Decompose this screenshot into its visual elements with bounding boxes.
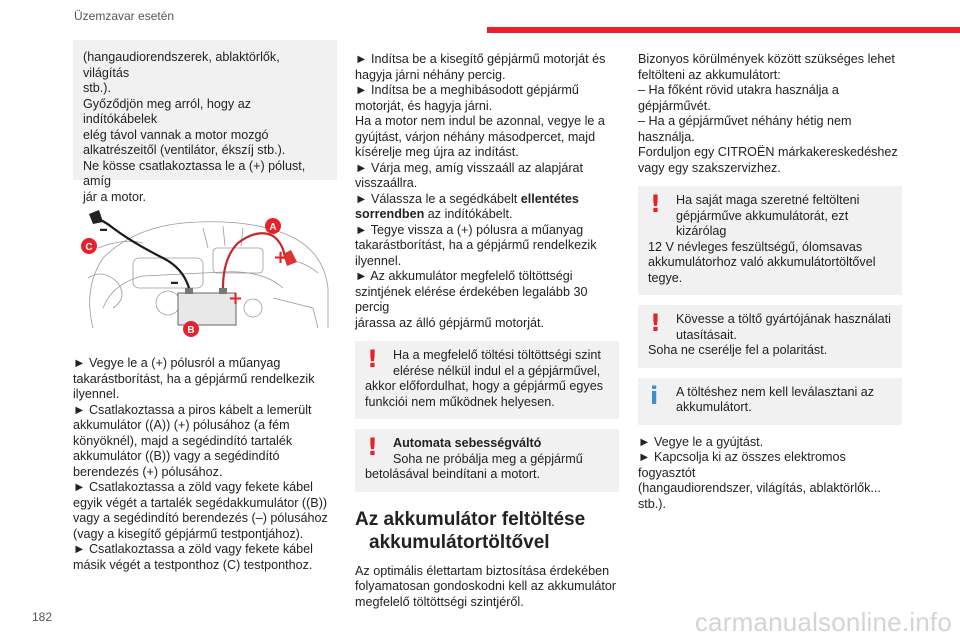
- bold-text: ellentétes: [520, 191, 579, 206]
- info-first-line: A töltéshez nem kell leválasztani az: [676, 384, 875, 399]
- warning-first-line: Ha saját maga szeretné feltölteni: [676, 193, 860, 207]
- info-box: [638, 378, 902, 425]
- text-line: egyik végét a tartalék segédakkumulátor ((B)): [73, 495, 328, 510]
- text-line: takarástborítást, ha a gépjármű rendelkezik: [355, 238, 597, 252]
- text-line: ► Vegye le a (+) pólusról a műanyag: [73, 356, 281, 370]
- text-line: visszaállra.: [355, 176, 418, 190]
- text-line: [355, 192, 619, 208]
- text-line: stb.).: [83, 81, 111, 95]
- text-line: ilyennel.: [355, 253, 402, 268]
- text-line: takarástborítást, ha a gépjármű rendelkezik: [73, 371, 315, 386]
- text-line: ► Csatlakoztassa a zöld vagy fekete kábel: [73, 542, 313, 556]
- text-line: ► Csatlakoztassa a zöld vagy fekete kábel: [73, 480, 313, 494]
- text-line: alkatrészeitől (ventilátor, ékszíj stb.).: [83, 143, 286, 157]
- text-line: Ha a motor nem indul be azonnal, vegye le a: [355, 114, 605, 128]
- warning-first-line: Ha a megfelelő töltési töltöttségi szint: [393, 348, 601, 362]
- minus-sign-b: –: [170, 272, 179, 293]
- text-line: ► Indítsa be a meghibásodott gépjármű: [355, 83, 579, 97]
- text-line: ilyennel.: [73, 387, 120, 401]
- warning-title: Automata sebességváltó: [393, 436, 542, 450]
- battery-terminal-neg: [185, 288, 193, 294]
- col2: [355, 52, 619, 610]
- bold-text: sorrendben: [355, 207, 425, 221]
- warning-first-line: Kövesse a töltő gyártójának használati: [676, 312, 891, 326]
- text-line: elérése nélkül indul el a gépjárművel,: [393, 363, 601, 378]
- col3: [638, 52, 902, 512]
- text-line: Forduljon egy CITROËN márkakereskedéshez: [638, 145, 898, 159]
- text-line: berendezés (+) pólusához.: [73, 464, 223, 479]
- text-line: betolásával beindítani a motort.: [365, 467, 541, 481]
- warning-box-polarity: [638, 305, 902, 368]
- text-line: Győződjön meg arról, hogy az indítókábelek: [83, 96, 252, 126]
- warning-box: [355, 341, 619, 419]
- text-line: elég távol vannak a motor mozgó: [83, 127, 269, 142]
- text-segment: az indítókábelt.: [424, 207, 513, 221]
- section-title: [355, 508, 619, 554]
- text-line: – Ha főként rövid utakra használja a: [638, 83, 839, 97]
- text-line: feltölteni az akkumulátort:: [638, 67, 781, 82]
- text-line: (hangaudiorendszerek, ablaktörlők, világítás: [83, 50, 280, 80]
- text-line: akkor előfordulhat, hogy a gépjármű egyes: [365, 379, 604, 393]
- plus-sign-b: +: [228, 288, 244, 309]
- warning-box-gearbox: [355, 429, 619, 492]
- text-line: hagyja járni néhány percig.: [355, 67, 506, 82]
- text-line: akkumulátorhoz való akkumulátortöltővel: [648, 255, 876, 269]
- text-line: Soha ne próbálja meg a gépjármű: [393, 451, 583, 466]
- text-line: vagy a segédindító berendezés (–) pólusához: [73, 511, 328, 525]
- text-line: (hangaudiorendszer, világítás, ablaktörlők...: [638, 481, 881, 495]
- text-line: ► Tegye vissza a (+) pólusra a műanyag: [355, 222, 584, 237]
- text-line: ► Indítsa be a kisegítő gépjármű motorját és: [355, 52, 606, 66]
- text-line: járassa az álló gépjármű motorját.: [355, 315, 544, 330]
- text-line: ► Csatlakoztassa a piros kábelt a lemerült: [73, 402, 312, 417]
- text-line: Bizonyos körülmények között szükséges lehet: [638, 52, 895, 66]
- label-b: B: [187, 325, 195, 336]
- text-line: Ne kösse csatlakoztassa le a (+) pólust, amíg: [83, 158, 306, 188]
- text-line: megfelelő töltöttségi szintjéről.: [355, 594, 524, 609]
- text-line: akkumulátor ((A)) (+) pólusához (a fém: [73, 418, 290, 432]
- text-line: ► Az akkumulátor megfelelő töltöttségi: [355, 269, 573, 283]
- text-line: utasításait.: [676, 327, 737, 342]
- text-line: – Ha a gépjárművet néhány hétig nem: [638, 114, 852, 128]
- label-c: C: [85, 242, 93, 253]
- warning-box-charger: [638, 186, 902, 295]
- text-line: gyújtást, várjon néhány másodpercet, majd: [355, 129, 596, 144]
- page-number: 182: [32, 610, 53, 624]
- text-line: könyöknél), majd a segédindító tartalék: [73, 433, 293, 448]
- battery-terminal-pos: [219, 288, 227, 294]
- text-line: funkciói nem működnek helyesen.: [365, 394, 555, 409]
- text-line: akkumulátor ((B)) vagy a segédindító: [73, 449, 280, 463]
- text-line: gépjárművét.: [638, 98, 711, 113]
- text-line: ► Kapcsolja ki az összes elektromos fogyasztót: [638, 450, 846, 480]
- jump-start-illustration: [73, 188, 337, 338]
- watermark-text: carmanualsonline.info: [694, 607, 952, 637]
- text-line: Soha ne cserélje fel a polaritást.: [648, 343, 828, 357]
- text-line: stb.).: [638, 496, 666, 511]
- warning-icon: !: [367, 345, 378, 373]
- text-line: akkumulátort.: [676, 400, 752, 414]
- text-line: jár a motor.: [83, 189, 146, 204]
- section-title-line-1: Az akkumulátor feltöltése: [355, 508, 586, 530]
- text-line: másik végét a testponthoz (C) testponthoz.: [73, 557, 313, 572]
- info-icon: i: [650, 381, 659, 410]
- text-line: használja.: [638, 129, 695, 144]
- text-line: 12 V névleges feszültségű, ólomsavas: [648, 239, 863, 254]
- text-line: vagy egy szakszervizhez.: [638, 160, 781, 175]
- text-line: motorját, és hagyja járni.: [355, 98, 493, 113]
- plus-sign-a: +: [273, 247, 289, 268]
- text-line: kísérelje meg újra az indítást.: [355, 145, 519, 159]
- col1-info-box: [73, 40, 337, 204]
- header-accent-bar: [487, 27, 960, 33]
- page-header-title: Üzemzavar esetén: [74, 9, 175, 23]
- text-line: ► Várja meg, amíg visszaáll az alapjárat: [355, 160, 584, 175]
- warning-icon: !: [650, 309, 661, 337]
- warning-icon: !: [367, 433, 378, 461]
- text-line: ► Vegye le a gyújtást.: [638, 434, 764, 449]
- text-line: szintjének elérése érdekében legalább 30 percig: [355, 284, 588, 314]
- col1-instructions: [73, 356, 337, 573]
- text-line: folyamatosan gondoskodni kell az akkumulátor: [355, 579, 617, 593]
- text-line: [355, 207, 619, 223]
- text-segment: ► Válassza le a segédkábelt: [355, 191, 518, 206]
- text-line: gépjárműve akkumulátorát, ezt kizárólag: [676, 208, 849, 238]
- minus-sign-c: –: [99, 219, 108, 240]
- text-line: Az optimális élettartam biztosítása érdekében: [355, 563, 610, 578]
- label-a: A: [269, 222, 277, 233]
- section-title-line-2: akkumulátortöltővel: [369, 531, 550, 553]
- warning-icon: !: [650, 190, 661, 218]
- text-line: tegye.: [648, 270, 683, 285]
- text-line: (vagy a kisegítő gépjármű testpontjához).: [73, 526, 304, 541]
